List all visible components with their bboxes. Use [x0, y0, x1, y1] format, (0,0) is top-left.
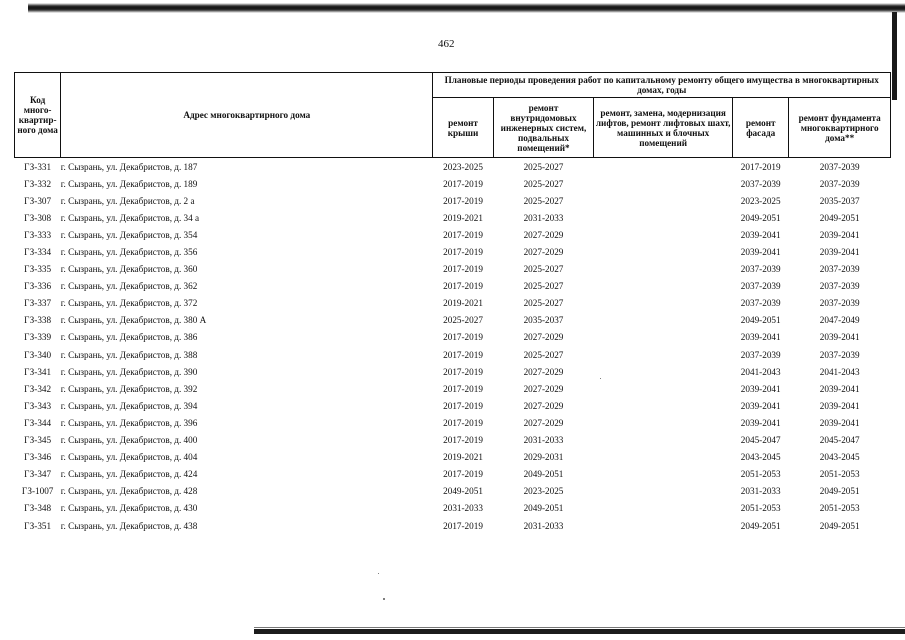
cell-foundation: 2039-2041 [819, 332, 860, 343]
cell-facade: 2051-2053 [740, 469, 781, 480]
cell-code: ГЗ-343 [24, 400, 52, 411]
cell-facade: 2049-2051 [740, 315, 781, 326]
cell-address: г. Сызрань, ул. Декабристов, д. 362 [60, 281, 198, 292]
cell-address: г. Сызрань, ул. Декабристов, д. 388 [60, 349, 198, 360]
cell-code: ГЗ-339 [24, 332, 52, 343]
cell-code: ГЗ-345 [24, 435, 52, 446]
cell-code: ГЗ-332 [24, 178, 52, 189]
table-row [15, 449, 891, 466]
cell-address: г. Сызрань, ул. Декабристов, д. 187 [60, 161, 198, 172]
cell-internal-systems: 2027-2029 [523, 366, 564, 377]
cell-elevators [594, 278, 733, 295]
table-row [15, 295, 891, 312]
cell-roof: 2017-2019 [443, 247, 483, 258]
cell-elevators [594, 312, 733, 329]
cell-facade: 2039-2041 [740, 229, 781, 240]
capital-repair-table [14, 72, 891, 534]
cell-foundation: 2037-2039 [819, 161, 860, 172]
cell-roof: 2017-2019 [443, 520, 483, 531]
cell-foundation: 2045-2047 [819, 435, 860, 446]
cell-internal-systems: 2027-2029 [523, 400, 564, 411]
cell-elevators [594, 414, 733, 431]
table-row [15, 243, 891, 260]
cell-roof: 2017-2019 [443, 400, 483, 411]
cell-foundation: 2041-2043 [819, 366, 860, 377]
cell-address: г. Сызрань, ул. Декабристов, д. 386 [60, 332, 198, 343]
cell-code: ГЗ-344 [24, 417, 52, 428]
table-row [15, 312, 891, 329]
cell-address: г. Сызрань, ул. Декабристов, д. 400 [60, 435, 198, 446]
scan-edge-right [892, 12, 897, 100]
cell-elevators [594, 261, 733, 278]
cell-foundation: 2049-2051 [819, 520, 860, 531]
cell-roof: 2019-2021 [443, 452, 483, 463]
cell-roof: 2017-2019 [443, 195, 483, 206]
cell-internal-systems: 2025-2027 [523, 195, 564, 206]
cell-internal-systems: 2025-2027 [523, 281, 564, 292]
cell-roof: 2025-2027 [443, 315, 483, 326]
cell-roof: 2017-2019 [443, 417, 483, 428]
cell-facade: 2037-2039 [740, 281, 781, 292]
cell-internal-systems: 2031-2033 [523, 212, 564, 223]
table-row [15, 192, 891, 209]
cell-code: ГЗ-348 [24, 503, 52, 514]
cell-address: г. Сызрань, ул. Декабристов, д. 189 [60, 178, 198, 189]
cell-foundation: 2039-2041 [819, 383, 860, 394]
cell-roof: 2017-2019 [443, 435, 483, 446]
cell-roof: 2019-2021 [443, 298, 483, 309]
table-row [15, 397, 891, 414]
cell-roof: 2017-2019 [443, 349, 483, 360]
cell-address: г. Сызрань, ул. Декабристов, д. 360 [60, 264, 198, 275]
cell-roof: 2017-2019 [443, 332, 483, 343]
cell-internal-systems: 2035-2037 [523, 315, 564, 326]
cell-foundation: 2039-2041 [819, 400, 860, 411]
cell-roof: 2017-2019 [443, 281, 483, 292]
cell-foundation: 2049-2051 [819, 212, 860, 223]
header-periods: Плановые периоды проведения работ по капитальному ремонту общего имущества в многоквартирных домах, годы [433, 73, 891, 98]
cell-internal-systems: 2023-2025 [523, 486, 564, 497]
scan-edge-bottom-shadow [254, 627, 905, 628]
table-row [15, 209, 891, 226]
cell-foundation: 2039-2041 [819, 229, 860, 240]
table-row [15, 261, 891, 278]
cell-internal-systems: 2025-2027 [523, 178, 564, 189]
cell-address: г. Сызрань, ул. Декабристов, д. 430 [60, 503, 198, 514]
cell-facade: 2043-2045 [740, 452, 781, 463]
cell-code: ГЗ-338 [24, 315, 52, 326]
cell-elevators [594, 380, 733, 397]
cell-elevators [594, 483, 733, 500]
cell-foundation: 2051-2053 [819, 469, 860, 480]
cell-roof: 2017-2019 [443, 264, 483, 275]
cell-address: г. Сызрань, ул. Декабристов, д. 424 [60, 469, 198, 480]
header-internal-systems: ремонт внутридомовых инженерных систем, подвальных помещений* [493, 98, 594, 158]
cell-elevators [594, 175, 733, 192]
cell-facade: 2039-2041 [740, 417, 781, 428]
cell-facade: 2051-2053 [740, 503, 781, 514]
cell-code: ГЗ-334 [24, 247, 52, 258]
table-row [15, 175, 891, 192]
cell-address: г. Сызрань, ул. Декабристов, д. 438 [60, 520, 198, 531]
cell-facade: 2041-2043 [740, 366, 781, 377]
cell-facade: 2049-2051 [740, 212, 781, 223]
table-row [15, 466, 891, 483]
table-row [15, 500, 891, 517]
header-elevators: ремонт, замена, модернизация лифтов, ремонт лифтовых шахт, машинных и блочных помещений [594, 98, 733, 158]
cell-address: г. Сызрань, ул. Декабристов, д. 356 [60, 247, 198, 258]
cell-address: г. Сызрань, ул. Декабристов, д. 392 [60, 383, 198, 394]
cell-roof: 2017-2019 [443, 366, 483, 377]
cell-roof: 2023-2025 [443, 161, 483, 172]
cell-internal-systems: 2027-2029 [523, 332, 564, 343]
cell-elevators [594, 295, 733, 312]
cell-code: ГЗ-333 [24, 229, 52, 240]
page-number: 462 [438, 38, 455, 50]
cell-foundation: 2049-2051 [819, 486, 860, 497]
cell-foundation: 2037-2039 [819, 281, 860, 292]
header-roof: ремонт крыши [433, 98, 493, 158]
cell-elevators [594, 397, 733, 414]
cell-code: ГЗ-351 [24, 520, 52, 531]
cell-facade: 2037-2039 [740, 264, 781, 275]
cell-internal-systems: 2027-2029 [523, 417, 564, 428]
table-row [15, 346, 891, 363]
cell-code: ГЗ-307 [24, 195, 52, 206]
cell-internal-systems: 2031-2033 [523, 520, 564, 531]
cell-roof: 2017-2019 [443, 178, 483, 189]
cell-internal-systems: 2027-2029 [523, 383, 564, 394]
cell-elevators [594, 500, 733, 517]
table-row [15, 517, 891, 534]
cell-facade: 2039-2041 [740, 383, 781, 394]
cell-foundation: 2039-2041 [819, 247, 860, 258]
cell-facade: 2037-2039 [740, 349, 781, 360]
scan-edge-top [0, 0, 905, 13]
table-row [15, 329, 891, 346]
cell-elevators [594, 329, 733, 346]
cell-internal-systems: 2027-2029 [523, 247, 564, 258]
cell-elevators [594, 158, 733, 176]
cell-internal-systems: 2025-2027 [523, 161, 564, 172]
cell-elevators [594, 209, 733, 226]
scan-edge-bottom [254, 629, 905, 634]
cell-facade: 2039-2041 [740, 332, 781, 343]
table-row [15, 483, 891, 500]
header-address: Адрес многоквартирного дома [61, 73, 433, 158]
cell-address: г. Сызрань, ул. Декабристов, д. 396 [60, 417, 198, 428]
cell-elevators [594, 192, 733, 209]
cell-code: ГЗ-336 [24, 281, 52, 292]
cell-address: г. Сызрань, ул. Декабристов, д. 34 а [60, 212, 200, 223]
cell-code: ГЗ-347 [24, 469, 52, 480]
cell-elevators [594, 466, 733, 483]
cell-address: г. Сызрань, ул. Декабристов, д. 394 [60, 400, 198, 411]
cell-address: г. Сызрань, ул. Декабристов, д. 380 А [60, 315, 207, 326]
cell-code: ГЗ-331 [24, 161, 52, 172]
cell-internal-systems: 2025-2027 [523, 264, 564, 275]
cell-address: г. Сызрань, ул. Декабристов, д. 372 [60, 298, 198, 309]
cell-foundation: 2039-2041 [819, 417, 860, 428]
cell-elevators [594, 346, 733, 363]
cell-facade: 2023-2025 [740, 195, 781, 206]
cell-address: г. Сызрань, ул. Декабристов, д. 390 [60, 366, 198, 377]
cell-facade: 2017-2019 [740, 161, 781, 172]
cell-elevators [594, 363, 733, 380]
cell-internal-systems: 2029-2031 [523, 452, 564, 463]
cell-elevators [594, 243, 733, 260]
cell-code: ГЗ-342 [24, 383, 52, 394]
cell-foundation: 2037-2039 [819, 264, 860, 275]
cell-elevators [594, 449, 733, 466]
cell-code: ГЗ-346 [24, 452, 52, 463]
cell-address: г. Сызрань, ул. Декабристов, д. 404 [60, 452, 198, 463]
table-row [15, 432, 891, 449]
header-facade: ремонт фасада [733, 98, 789, 158]
table-row [15, 380, 891, 397]
table-row [15, 158, 891, 176]
cell-foundation: 2047-2049 [819, 315, 860, 326]
cell-code: ГЗ-308 [24, 212, 52, 223]
cell-roof: 2017-2019 [443, 229, 483, 240]
cell-facade: 2045-2047 [740, 435, 781, 446]
cell-internal-systems: 2027-2029 [523, 229, 564, 240]
cell-elevators [594, 226, 733, 243]
cell-code: ГЗ-335 [24, 264, 52, 275]
cell-code: ГЗ-341 [24, 366, 52, 377]
table-row [15, 363, 891, 380]
table-row [15, 226, 891, 243]
cell-foundation: 2037-2039 [819, 178, 860, 189]
table-body [15, 158, 891, 535]
cell-address: г. Сызрань, ул. Декабристов, д. 428 [60, 486, 198, 497]
cell-roof: 2031-2033 [443, 503, 483, 514]
cell-facade: 2049-2051 [740, 520, 781, 531]
cell-elevators [594, 517, 733, 534]
cell-internal-systems: 2031-2033 [523, 435, 564, 446]
cell-roof: 2049-2051 [443, 486, 483, 497]
cell-address: г. Сызрань, ул. Декабристов, д. 2 а [60, 195, 195, 206]
cell-code: ГЗ-1007 [21, 486, 54, 497]
cell-roof: 2017-2019 [443, 469, 483, 480]
cell-code: ГЗ-340 [24, 349, 52, 360]
cell-foundation: 2043-2045 [819, 452, 860, 463]
table-row [15, 414, 891, 431]
cell-roof: 2017-2019 [443, 383, 483, 394]
cell-roof: 2019-2021 [443, 212, 483, 223]
cell-internal-systems: 2049-2051 [523, 469, 564, 480]
cell-facade: 2039-2041 [740, 247, 781, 258]
cell-code: ГЗ-337 [24, 298, 52, 309]
table-row [15, 278, 891, 295]
cell-internal-systems: 2025-2027 [523, 349, 564, 360]
header-code: Код много-квартир-ного дома [15, 73, 61, 158]
cell-facade: 2039-2041 [740, 400, 781, 411]
cell-facade: 2037-2039 [740, 298, 781, 309]
cell-internal-systems: 2049-2051 [523, 503, 564, 514]
cell-foundation: 2037-2039 [819, 349, 860, 360]
cell-internal-systems: 2025-2027 [523, 298, 564, 309]
cell-foundation: 2037-2039 [819, 298, 860, 309]
header-foundation: ремонт фундамента многоквартирного дома** [789, 98, 891, 158]
scan-speck [378, 573, 379, 574]
cell-elevators [594, 432, 733, 449]
scan-speck [383, 598, 385, 600]
cell-foundation: 2051-2053 [819, 503, 860, 514]
cell-facade: 2037-2039 [740, 178, 781, 189]
cell-facade: 2031-2033 [740, 486, 781, 497]
cell-address: г. Сызрань, ул. Декабристов, д. 354 [60, 229, 198, 240]
cell-foundation: 2035-2037 [819, 195, 860, 206]
